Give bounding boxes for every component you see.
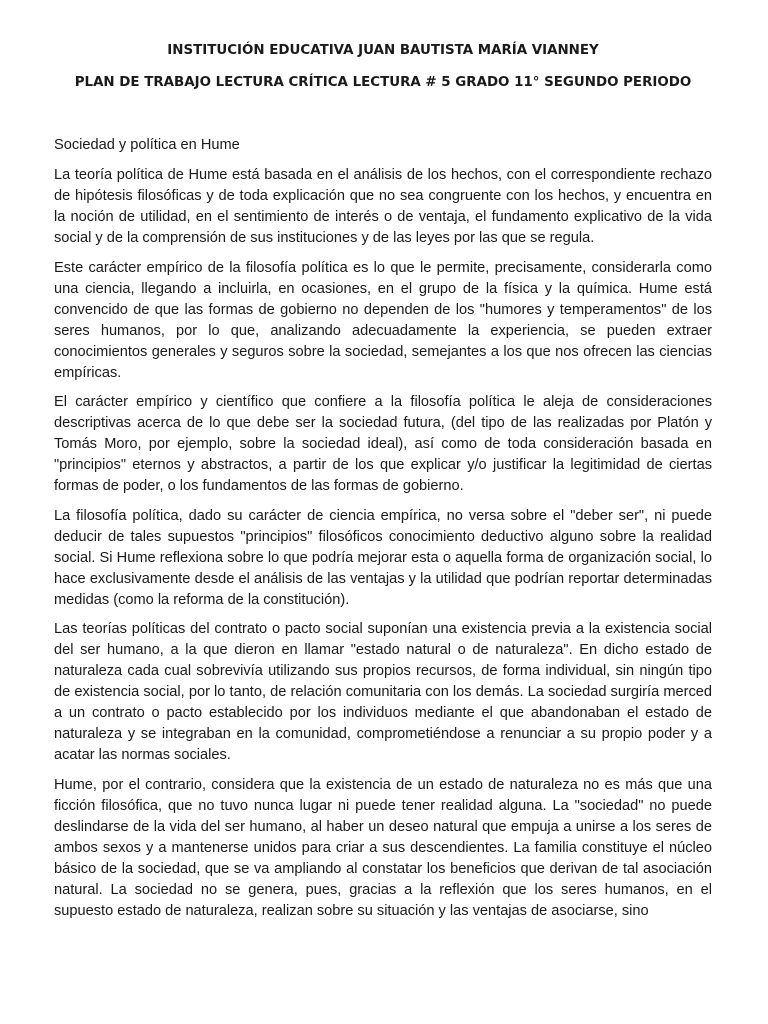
paragraph: El carácter empírico y científico que confiere a la filosofía política le aleja de consideraciones descriptivas acerca de lo que debe ser la sociedad futura, (del tipo de las realizadas por Platón y Tomás Moro, por ejemplo, sobre la sociedad ideal), así como de toda consideración basada en "principios" eternos y abstractos, a partir de los que explicar y/o justificar la legitimidad de ciertas formas de poder, o los fundamentos de las formas de gobierno.	[54, 394, 712, 494]
plan-heading: PLAN DE TRABAJO LECTURA CRÍTICA LECTURA # 5 GRADO 11° SEGUNDO PERIODO	[74, 75, 692, 90]
institution-heading: INSTITUCIÓN EDUCATIVA JUAN BAUTISTA MARÍA VIANNEY	[167, 43, 599, 58]
document-page	[54, 42, 712, 930]
document-title: Sociedad y política en Hume	[54, 137, 240, 153]
paragraph: Las teorías políticas del contrato o pacto social suponían una existencia previa a la existencia social del ser humano, a la que dieron en llamar "estado natural o de naturaleza". En dicho estado de naturaleza cada cual sobrevivía utilizando sus propios recursos, de forma individual, sin ningún tipo de existencia social, por lo tanto, de relación comunitaria con los demás. La sociedad surgiría merced a un contrato o pacto establecido por los individuos mediante el que abandonaban el estado de naturaleza y se integraban en la comunidad, comprometiéndose a renunciar a su propio poder y a acatar las normas sociales.	[54, 621, 712, 763]
paragraph: Este carácter empírico de la filosofía política es lo que le permite, precisamente, considerarla como una ciencia, llegando a incluirla, en ocasiones, en el grupo de la física y la química. Hume está convencido de que las formas de gobierno no dependen de los "humores y temperamentos" de los seres humanos, por lo que, analizando adecuadamente la experiencia, se pueden extraer conocimientos generales y seguros sobre la sociedad, semejantes a los que nos ofrecen las ciencias empíricas.	[54, 259, 712, 381]
paragraph: La filosofía política, dado su carácter de ciencia empírica, no versa sobre el "deber ser", ni puede deducir de tales supuestos "principios" filosóficos conocimiento deductivo alguno sobre la realidad social. Si Hume reflexiona sobre lo que podría mejorar esta o aquella forma de organización social, lo hace exclusivamente desde el análisis de las ventajas y la utilidad que podrían reportar determinadas medidas (como la reforma de la constitución).	[54, 507, 712, 608]
paragraph: Hume, por el contrario, considera que la existencia de un estado de naturaleza no es más que una ficción filosófica, que no tuvo nunca lugar ni puede tener realidad alguna. La "sociedad" no puede deslindarse de la vida del ser humano, al haber un deseo natural que empuja a unirse a los seres de ambos sexos y a mantenerse unidos para criar a sus descendientes. La familia constituye el núcleo básico de la sociedad, que se va ampliando al constatar los beneficios que derivan de tal asociación natural. La sociedad no se genera, pues, gracias a la reflexión que los seres humanos, en el supuesto estado de naturaleza, realizan sobre su situación y las ventajas de asociarse, sino	[54, 776, 712, 919]
paragraph: La teoría política de Hume está basada en el análisis de los hechos, con el correspondiente rechazo de hipótesis filosóficas y de toda explicación que no sea congruente con los hechos, y encuentra en la noción de utilidad, en el sentimiento de interés o de ventaja, el fundamento explicativo de la vida social y de la comprensión de sus instituciones y de las leyes por las que se regula.	[54, 167, 712, 246]
